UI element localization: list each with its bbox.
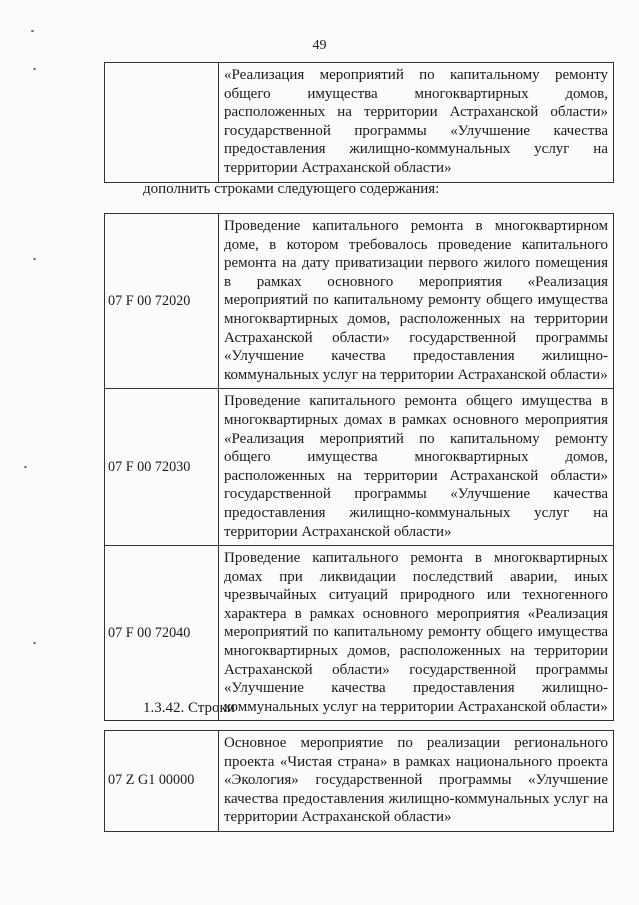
row-code: 07 Z G1 00000: [105, 731, 219, 832]
row-description: Проведение капитального ремонта общего имущества в многоквартирных домах в рамках основного мероприятия «Реализация мероприятий по капитальному ремонту общего имущества многоквартирных домов, расположенных на территории Астраханской области» государственной программы «Улучшение качества предоставления жилищно-коммунальных услуг на территории Астраханской области»: [219, 389, 614, 546]
section-heading: 1.3.42. Строки: [143, 700, 235, 716]
table-row: [105, 63, 614, 183]
table-row: [105, 731, 614, 832]
paragraph-add-rows: дополнить строками следующего содержания:: [143, 181, 440, 197]
scan-speck: [24, 466, 27, 468]
row-code: [105, 63, 219, 183]
row-description: «Реализация мероприятий по капитальному ремонту общего имущества многоквартирных домов, расположенных на территории Астраханской области» государственной программы «Улучшение качества предоставления жилищно-коммунальных услуг на территории Астраханской области»: [219, 63, 614, 183]
table-row: [105, 389, 614, 546]
table-bottom: [104, 730, 614, 832]
table-row: [105, 546, 614, 721]
row-description: Проведение капитального ремонта в многоквартирных домах при ликвидации последствий аварии, иных чрезвычайных ситуаций природного или техногенного характера в рамках основного мероприятия «Реализация мероприятий по капитальному ремонту общего имущества многоквартирных домов, расположенных на территории Астраханской области» государственной программы «Улучшение качества предоставления жилищно-коммунальных услуг на территории Астраханской области»: [219, 546, 614, 721]
table-middle: [104, 213, 614, 721]
row-code: 07 F 00 72020: [105, 214, 219, 389]
scan-speck: [31, 30, 34, 32]
table-top: [104, 62, 614, 183]
scan-speck: [33, 642, 36, 644]
row-code: 07 F 00 72040: [105, 546, 219, 721]
row-description: Проведение капитального ремонта в многоквартирном доме, в котором требовалось проведение капитального ремонта на дату приватизации первого жилого помещения в рамках основного мероприятия «Реализация мероприятий по капитальному ремонту общего имущества многоквартирных домов, расположенных на территории Астраханской области» государственной программы «Улучшение качества предоставления жилищно-коммунальных услуг на территории Астраханской области»: [219, 214, 614, 389]
row-code: 07 F 00 72030: [105, 389, 219, 546]
scan-speck: [33, 68, 36, 70]
page-number: 49: [312, 38, 327, 53]
scan-speck: [33, 258, 36, 260]
table-row: [105, 214, 614, 389]
row-description: Основное мероприятие по реализации регионального проекта «Чистая страна» в рамках национального проекта «Экология» государственной программы «Улучшение качества предоставления жилищно-коммунальных услуг на территории Астраханской области»: [219, 731, 614, 832]
